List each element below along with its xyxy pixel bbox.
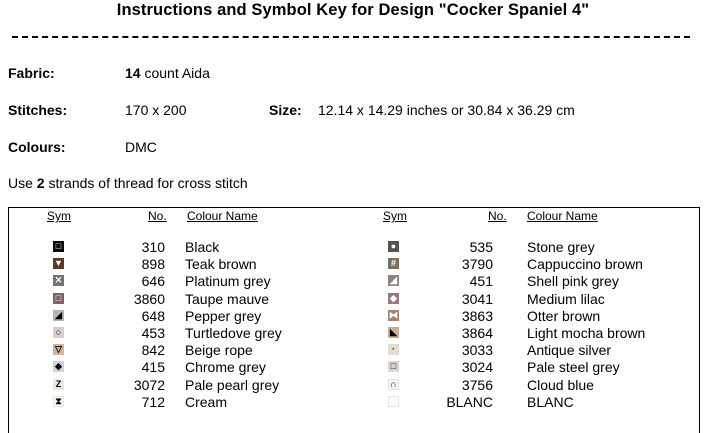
symbol-swatch: # (388, 258, 399, 269)
symbol-key-table (8, 207, 700, 433)
dmc-number: 3024 (461, 359, 493, 376)
symbol-swatch: □ (53, 293, 64, 304)
colour-name: Teak brown (185, 256, 257, 273)
page-title: Instructions and Symbol Key for Design "Cocker Spaniel 4" (116, 1, 590, 19)
colour-name: Pepper grey (185, 307, 262, 324)
dmc-number: 648 (141, 307, 165, 324)
colour-name: Taupe mauve (185, 290, 270, 307)
usage-post: strands of thread for cross stitch (48, 175, 248, 191)
colour-name: Cappuccino brown (527, 256, 643, 273)
usage-pre: Use (8, 175, 33, 191)
symbol-swatch: ✕ (54, 275, 63, 286)
fabric-label: Fabric: (8, 65, 55, 81)
header-no-left: No. (148, 209, 167, 223)
colour-name: Turtledove grey (185, 324, 282, 341)
dmc-number: 842 (141, 342, 165, 359)
colour-name: Stone grey (527, 239, 595, 255)
header-colour-name-left: Colour Name (187, 209, 258, 223)
header-no-right: No. (488, 209, 507, 223)
symbol-swatch (388, 396, 399, 407)
symbol-swatch: Z (53, 379, 64, 390)
dmc-number: 898 (141, 256, 165, 273)
dmc-number: 3864 (461, 324, 493, 341)
colour-name: Chrome grey (185, 359, 266, 376)
symbol-swatch: ◣ (388, 327, 399, 338)
usage-count: 2 (36, 175, 45, 191)
dmc-number: 415 (141, 359, 165, 376)
colour-name: Medium lilac (527, 290, 605, 307)
title-divider (12, 36, 690, 38)
colour-name: Black (185, 239, 220, 255)
fabric-text: count Aida (144, 65, 210, 81)
symbol-swatch: ◢ (53, 310, 64, 321)
dmc-number: 712 (141, 393, 165, 410)
symbol-swatch: ▽ (53, 344, 64, 355)
colour-name: Platinum grey (185, 273, 271, 290)
colours-label: Colours: (8, 139, 66, 155)
symbol-swatch: ○ (53, 327, 64, 338)
colours-value: DMC (125, 139, 157, 155)
colour-name: Cloud blue (527, 376, 594, 393)
dmc-number: 3790 (461, 256, 493, 273)
dmc-number: 451 (469, 273, 493, 290)
stitches-label: Stitches: (8, 102, 68, 118)
dmc-number: 3041 (461, 290, 493, 307)
size-value: 12.14 x 14.29 inches or 30.84 x 36.29 cm (318, 102, 575, 118)
symbol-swatch: ⧓ (389, 309, 398, 320)
dmc-number: 310 (141, 239, 165, 255)
colour-name: Light mocha brown (527, 324, 646, 341)
dmc-number: 3033 (461, 342, 493, 359)
colour-name: Pale steel grey (527, 359, 620, 376)
symbol-swatch: □ (388, 361, 399, 372)
symbol-swatch: ◆ (388, 293, 399, 304)
dmc-number: 453 (141, 324, 165, 341)
dmc-number: 3860 (133, 290, 165, 307)
symbol-swatch: ◢ (388, 275, 399, 286)
dmc-number: 3756 (461, 376, 493, 393)
usage-instructions (8, 175, 248, 191)
stitches-value: 170 x 200 (125, 102, 187, 118)
colour-name: Otter brown (527, 307, 601, 324)
symbol-swatch: ● (388, 241, 399, 252)
colour-name: Pale pearl grey (185, 376, 280, 393)
colour-name: BLANC (527, 393, 574, 410)
dmc-number: 535 (469, 239, 493, 255)
symbol-swatch: □ (53, 241, 64, 252)
dmc-number: 646 (141, 273, 165, 290)
colour-name: Antique silver (527, 342, 612, 359)
symbol-swatch: ⧗ (53, 396, 64, 407)
dmc-number: 3863 (461, 307, 493, 324)
dmc-number: 3072 (133, 376, 165, 393)
header-sym-left: Sym (47, 209, 71, 223)
symbol-swatch: ∩ (388, 379, 399, 390)
dmc-number: BLANC (446, 393, 493, 410)
symbol-swatch: · (388, 344, 399, 355)
colour-name: Beige rope (185, 342, 253, 359)
header-colour-name-right: Colour Name (527, 209, 598, 223)
size-label: Size: (269, 102, 302, 118)
colour-name: Shell pink grey (527, 273, 619, 290)
fabric-value (125, 65, 210, 81)
symbol-swatch: ◆ (53, 361, 64, 372)
fabric-count: 14 (125, 65, 141, 81)
symbol-swatch: ▼ (54, 258, 63, 269)
colour-name: Cream (185, 393, 228, 410)
header-sym-right: Sym (383, 209, 407, 223)
